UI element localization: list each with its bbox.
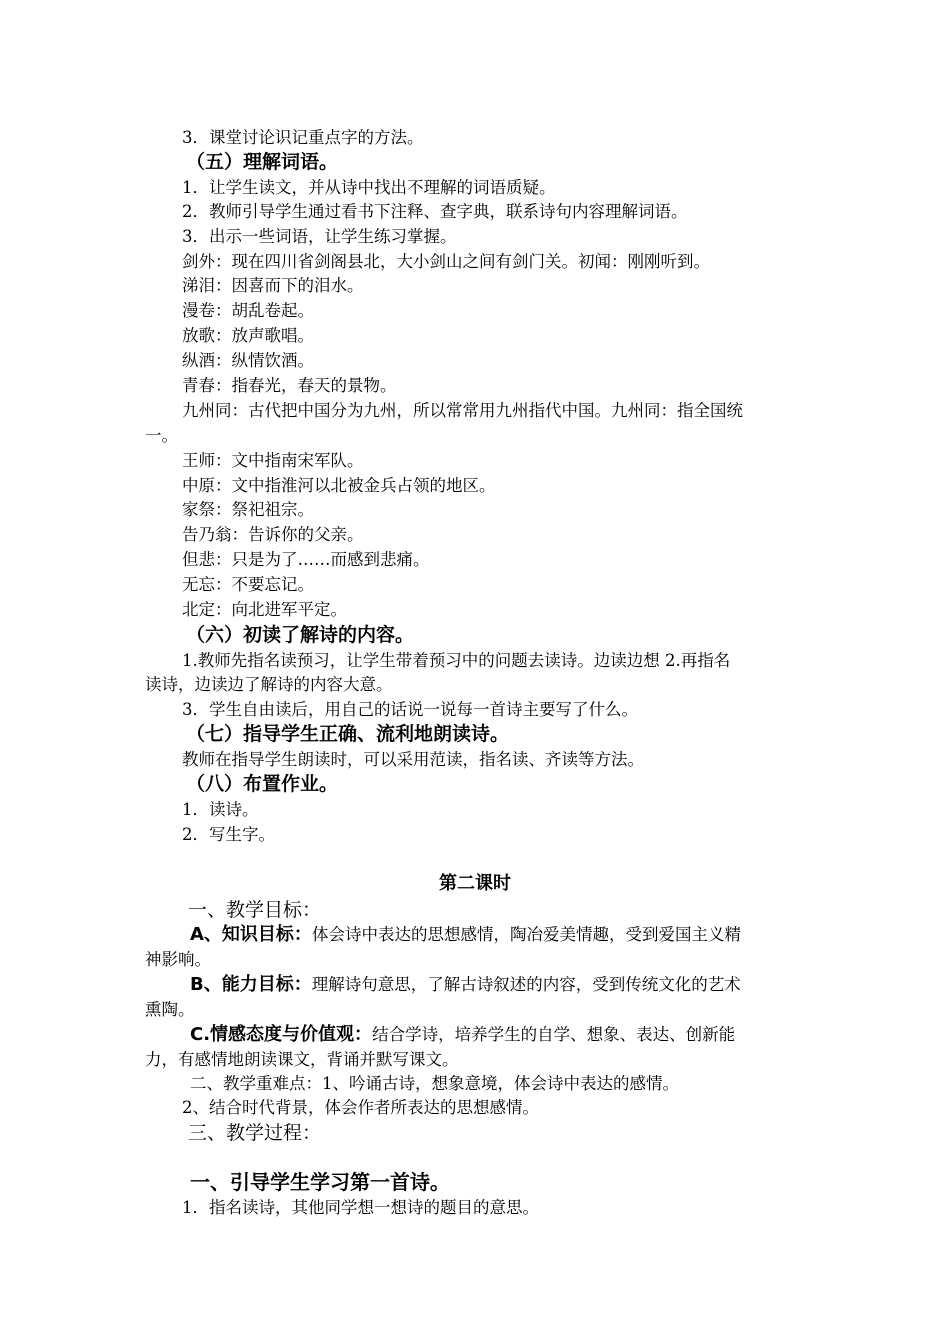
- vocab-item: 青春：指春光，春天的景物。: [182, 376, 397, 395]
- homework-item: 2．写生字。: [182, 825, 275, 844]
- step-text: 3．学生自由读后，用自己的话说一说每一首诗主要写了什么。: [182, 700, 638, 719]
- vocab-item: 家祭：祭祀祖宗。: [182, 500, 314, 519]
- vocab-item: 涕泪：因喜而下的泪水。: [182, 276, 364, 295]
- vocab-item: 告乃翁：告诉你的父亲。: [182, 525, 364, 544]
- goal-text: 理解诗句意思，了解古诗叙述的内容，受到传统文化的艺术: [311, 975, 741, 994]
- vocab-item: 纵酒：纵情饮酒。: [182, 351, 314, 370]
- vocab-item: 漫卷：胡乱卷起。: [182, 301, 314, 320]
- step-text: 3．出示一些词语，让学生练习掌握。: [182, 227, 457, 246]
- vocab-item-continued: 一。: [145, 426, 178, 445]
- step-text: 2．教师引导学生通过看书下注释、查字典，联系诗句内容理解词语。: [182, 202, 688, 221]
- vocab-item: 北定：向北进军平定。: [182, 600, 347, 619]
- goal-label: B、能力目标：: [190, 974, 312, 995]
- step-text: 1．指名读诗，其他同学想一想诗的题目的意思。: [182, 1198, 539, 1217]
- teaching-goals-heading: 一、教学目标：: [188, 899, 322, 921]
- goal-text: 结合学诗，培养学生的自学、想象、表达、创新能: [372, 1025, 736, 1044]
- step-text-continued: 读诗，边读边了解诗的内容大意。: [145, 675, 393, 694]
- vocab-item: 中原：文中指淮河以北被金兵占领的地区。: [182, 476, 496, 495]
- goal-ability: [190, 973, 855, 997]
- homework-item: 1．读诗。: [182, 800, 259, 819]
- paragraph-text: 教师在指导学生朗读时，可以采用范读，指名读、齐读等方法。: [182, 750, 644, 769]
- key-difficulties-2: 2、结合时代背景，体会作者所表达的思想感情。: [182, 1098, 539, 1117]
- step-text: 1．让学生读文，并从诗中找出不理解的词语质疑。: [182, 178, 556, 197]
- vocab-item: 无忘：不要忘记。: [182, 575, 314, 594]
- step-text: 1.教师先指名读预习，让学生带着预习中的问题去读诗。边读边想 2.再指名: [182, 651, 731, 670]
- vocab-item: 九州同：古代把中国分为九州，所以常常用九州指代中国。九州同：指全国统: [182, 401, 743, 420]
- section-heading-8: （八）布置作业。: [186, 773, 339, 795]
- goal-knowledge-continued: 神影响。: [145, 950, 211, 969]
- key-difficulties: 二、教学重难点：1、吟诵古诗，想象意境，体会诗中表达的感情。: [190, 1074, 679, 1093]
- vocab-item: 但悲：只是为了……而感到悲痛。: [182, 550, 430, 569]
- vocab-item: 放歌：放声歌唱。: [182, 326, 314, 345]
- goal-knowledge: [190, 923, 855, 947]
- first-poem-heading: 一、引导学生学习第一首诗。: [190, 1170, 450, 1194]
- goal-label: A、知识目标：: [190, 924, 312, 945]
- vocab-item: 剑外：现在四川省剑阁县北，大小剑山之间有剑门关。初闻：刚刚听到。: [182, 252, 710, 271]
- section-heading-7: （七）指导学生正确、流利地朗读诗。: [186, 723, 510, 745]
- section-heading-5: （五）理解词语。: [186, 151, 339, 173]
- goal-ability-continued: 熏陶。: [145, 1000, 195, 1019]
- teaching-process-heading: 三、教学过程：: [188, 1122, 322, 1144]
- section-heading-6: （六）初读了解诗的内容。: [186, 624, 415, 646]
- vocab-item: 王师：文中指南宋军队。: [182, 451, 364, 470]
- lesson-title: 第二课时: [439, 873, 511, 894]
- goal-text: 体会诗中表达的思想感情，陶冶爱美情趣，受到爱国主义精: [311, 925, 741, 944]
- goal-label: C.情感态度与价值观：: [190, 1024, 373, 1045]
- goal-emotion-continued: 力，有感情地朗读课文，背诵并默写课文。: [145, 1050, 459, 1069]
- step-text: 3．课堂讨论识记重点字的方法。: [182, 128, 424, 147]
- goal-emotion: [190, 1023, 855, 1047]
